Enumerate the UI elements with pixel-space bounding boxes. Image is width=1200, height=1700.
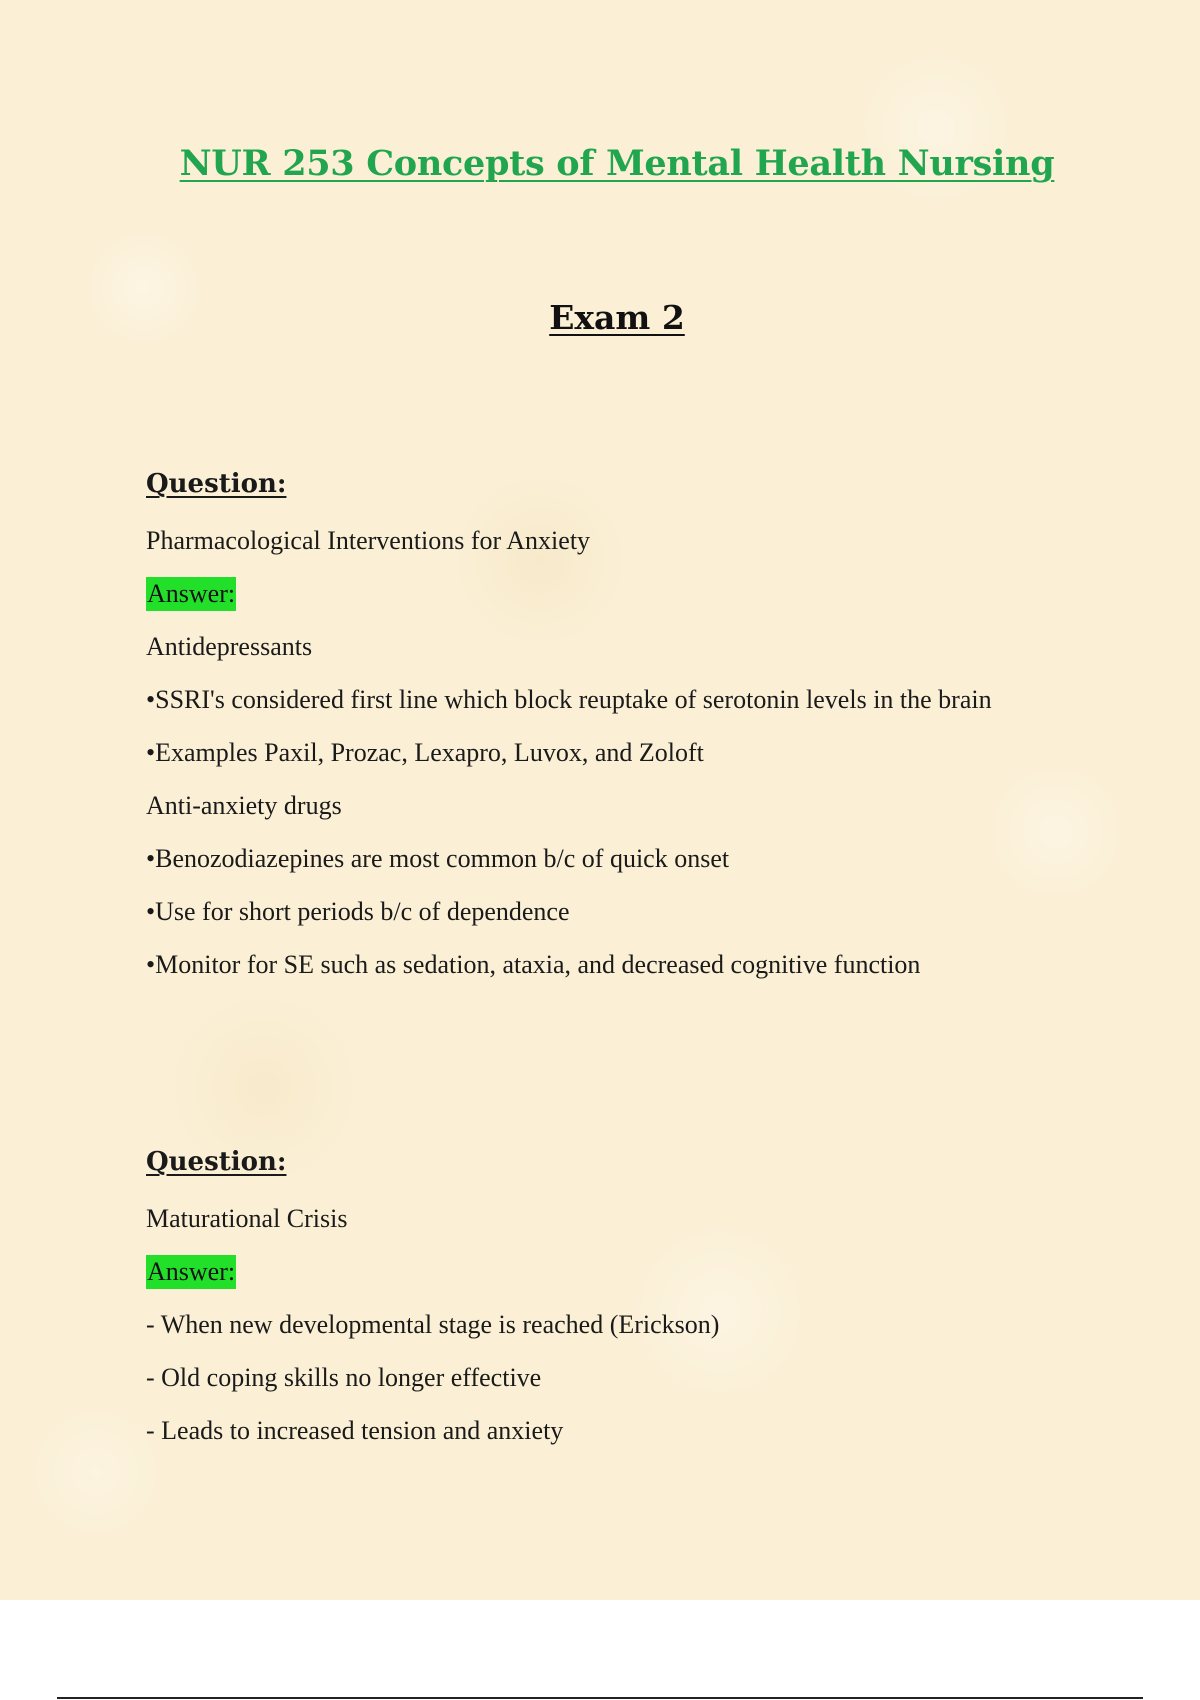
question-label: Question:	[146, 1147, 287, 1177]
question-text: Maturational Crisis	[146, 1204, 348, 1233]
document-subtitle	[0, 298, 1200, 337]
answer-line: Anti-anxiety drugs	[146, 791, 342, 820]
answer-line: •Monitor for SE such as sedation, ataxia, and decreased cognitive function	[146, 950, 921, 979]
document-title-text: NUR 253 Concepts of Mental Health Nursing	[179, 143, 1055, 184]
document-subtitle-text: Exam 2	[549, 298, 685, 337]
document-title	[0, 143, 1200, 184]
answer-line: •Examples Paxil, Prozac, Lexapro, Luvox, and Zoloft	[146, 738, 704, 767]
answer-line: - Old coping skills no longer effective	[146, 1363, 542, 1392]
question-label: Question:	[146, 469, 287, 499]
answer-line: •Benozodiazepines are most common b/c of quick onset	[146, 844, 730, 873]
answer-line: - Leads to increased tension and anxiety	[146, 1416, 564, 1445]
answer-line: Antidepressants	[146, 632, 313, 661]
answer-label: Answer:	[146, 577, 236, 611]
answer-label-row	[146, 575, 1086, 613]
answer-label: Answer:	[146, 1255, 236, 1289]
question-text: Pharmacological Interventions for Anxiety	[146, 526, 591, 555]
qa-block-1	[146, 468, 1086, 999]
answer-line: •Use for short periods b/c of dependence	[146, 897, 570, 926]
answer-line: •SSRI's considered first line which block reuptake of serotonin levels in the brain	[146, 685, 992, 714]
qa-block-2	[146, 1146, 1086, 1465]
footer-divider	[57, 1697, 1143, 1699]
answer-label-row	[146, 1253, 1086, 1291]
answer-line: - When new developmental stage is reached (Erickson)	[146, 1310, 720, 1339]
